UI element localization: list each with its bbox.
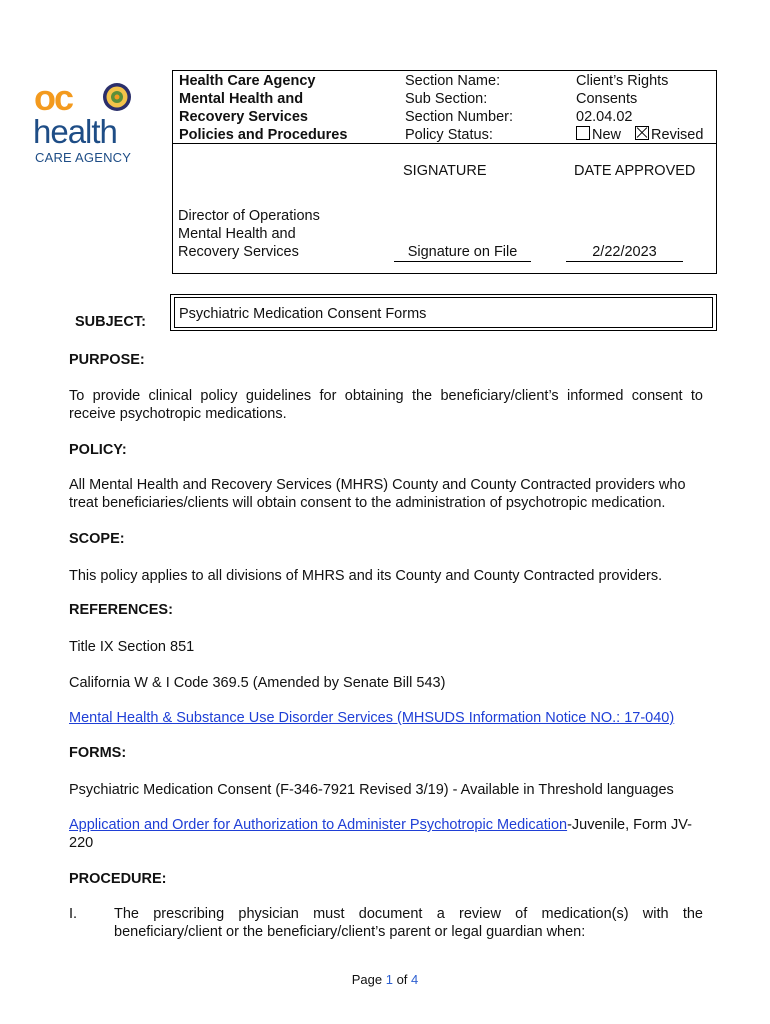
section-name-value: Client’s Rights <box>576 73 669 89</box>
signature-value: Signature on File <box>394 243 531 262</box>
logo-health-text: health <box>33 113 117 150</box>
section-number-value: 02.04.02 <box>576 109 633 125</box>
procedure-text: The prescribing physician must document a review of medication(s) with the beneficiary/client or the beneficiary/client’s parent or legal guardian when: <box>114 906 703 940</box>
agency-line: Health Care Agency <box>179 73 316 89</box>
date-approved-heading: DATE APPROVED <box>574 163 696 179</box>
purpose-text: To provide clinical policy guidelines for obtaining the beneficiary/client’s informed consent to receive psychotropic medications. <box>69 388 703 422</box>
form-item <box>69 816 705 852</box>
forms-heading: FORMS: <box>69 745 127 761</box>
subject-value: Psychiatric Medication Consent Forms <box>179 306 427 322</box>
date-approved-value: 2/22/2023 <box>566 243 683 262</box>
references-heading: REFERENCES: <box>69 602 173 618</box>
approver-line: Recovery Services <box>178 244 299 260</box>
signature-heading: SIGNATURE <box>403 163 487 179</box>
mhsuds-notice-link[interactable]: Mental Health & Substance Use Disorder Services (MHSUDS Information Notice NO.: 17-040) <box>69 710 675 726</box>
label-section-number: Section Number: <box>405 109 513 125</box>
logo-care-agency-text: CARE AGENCY <box>35 150 132 165</box>
agency-line: Mental Health and <box>179 91 304 107</box>
logo-oc-text: oc <box>34 77 73 118</box>
form-item-rest: -Juvenile, Form JV-220 <box>69 817 692 851</box>
agency-line: Recovery Services <box>179 109 308 125</box>
policy-heading: POLICY: <box>69 442 127 458</box>
jv220-form-link[interactable]: Application and Order for Authorization to Administer Psychotropic Medication <box>69 817 568 833</box>
sub-section-value: Consents <box>576 91 638 107</box>
status-new-checkbox-icon <box>576 126 590 140</box>
procedure-numeral: I. <box>69 906 78 922</box>
policy-status <box>576 126 703 144</box>
footer-of: of <box>396 972 408 987</box>
status-new-label: New <box>592 127 622 143</box>
label-policy-status: Policy Status: <box>405 127 493 143</box>
agency-line: Policies and Procedures <box>179 127 348 143</box>
approver-line: Director of Operations <box>178 208 320 224</box>
page-number: 1 <box>385 972 393 987</box>
reference-item: Title IX Section 851 <box>69 639 195 655</box>
page-total: 4 <box>411 972 419 987</box>
approver-line: Mental Health and <box>178 226 296 242</box>
scope-text: This policy applies to all divisions of MHRS and its County and County Contracted providers. <box>69 568 663 584</box>
status-revised-checkbox-icon <box>635 126 649 140</box>
footer-prefix: Page <box>351 972 383 987</box>
county-seal-icon <box>102 82 132 112</box>
policy-text: All Mental Health and Recovery Services (MHRS) County and County Contracted providers who treat beneficiaries/clients will obtain consent to the administration of psychotropic medication. <box>69 477 686 511</box>
reference-item: California W & I Code 369.5 (Amended by Senate Bill 543) <box>69 675 446 691</box>
page-footer <box>0 972 770 987</box>
label-sub-section: Sub Section: <box>405 91 488 107</box>
purpose-heading: PURPOSE: <box>69 352 145 368</box>
procedure-heading: PROCEDURE: <box>69 871 167 887</box>
status-revised-label: Revised <box>651 127 704 143</box>
scope-heading: SCOPE: <box>69 531 125 547</box>
form-item: Psychiatric Medication Consent (F-346-7921 Revised 3/19) - Available in Threshold languages <box>69 782 674 798</box>
label-section-name: Section Name: <box>405 73 501 89</box>
subject-label: SUBJECT: <box>75 314 146 330</box>
